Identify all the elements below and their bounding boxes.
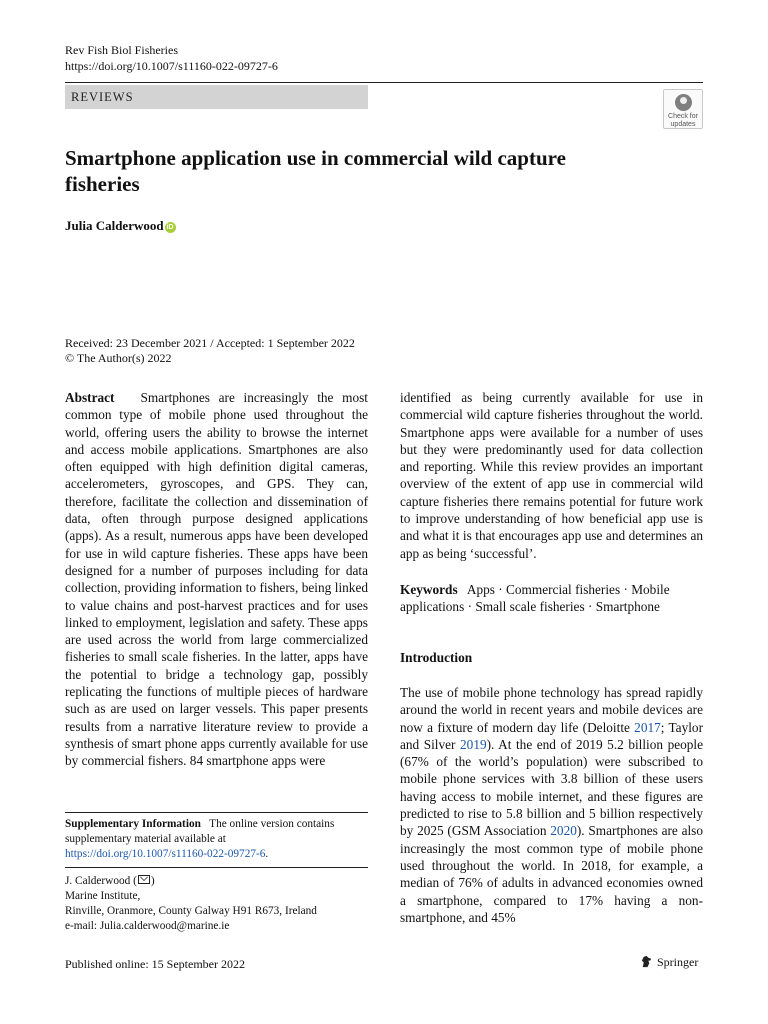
check-updates-icon [675,94,692,111]
doi-text[interactable]: https://doi.org/10.1007/s11160-022-09727-6 [65,59,278,73]
footnote-rule [65,812,368,813]
title-line-2: fisheries [65,172,140,196]
contact-name-text: J. Calderwood ( [65,875,137,887]
article-dates [65,336,355,366]
abstract [65,389,368,770]
contact-address: Rinville, Oranmore, County Galway H91 R673, Ireland [65,905,317,917]
supplementary-text: The online version contains supplementary material available at [65,818,335,845]
citation-link[interactable]: 2020 [550,823,577,839]
contact-institute: Marine Institute, [65,890,141,902]
keywords-text: Apps · Commercial fisheries · Mobile applications · Small scale fisheries · Smartphone [400,582,670,615]
section-band: REVIEWS [65,85,368,109]
journal-header [65,42,278,74]
check-updates-line1: Check for [668,113,698,120]
title-line-1: Smartphone application use in commercial wild capture [65,146,566,170]
intro-text-4: ). Smartphones are also increasingly the most common type of mobile phone used throughout the world. In 2018, for example, a median of 76% of adults in advanced economies owned a smartphone, compared to 17% having a non-smartphone, and 45% [400,823,703,925]
contact-name [65,874,368,889]
introduction-heading: Introduction [400,650,473,665]
supplementary-info [65,817,368,862]
intro-text-2: ; Taylor and Silver [400,719,703,752]
springer-horse-icon [640,955,653,968]
author-name: Julia Calderwood [65,218,164,233]
article-title [65,145,665,197]
abstract-label: Abstract [65,390,115,405]
orcid-icon[interactable]: iD [166,224,174,231]
contact-email[interactable]: e-mail: Julia.calderwood@marine.ie [65,920,230,932]
header-rule [65,82,703,83]
copyright: © The Author(s) 2022 [65,351,172,365]
contact-name-close: ) [150,875,155,887]
check-for-updates-badge[interactable] [663,89,703,129]
envelope-icon [138,875,150,884]
citation-link[interactable]: 2017 [634,719,661,735]
published-date: Published online: 15 September 2022 [65,957,245,971]
keywords-label: Keywords [400,582,458,597]
contact-rule [65,867,368,868]
check-updates-line2: updates [670,121,696,128]
abstract-continued: identified as being currently available for use in commercial wild capture fisheries throughout the world. Smartphone apps were available for a number of uses but they were predominantly used for data collection and reporting. While this review provides an important overview of the extent of app use in commercial wild capture fisheries there remains potential for future work to improve understanding of how beneficial app use is and what it is that encourages app use and determines an app as being ‘successful’. [400,390,703,561]
intro-text-3: ). At the end of 2019 5.2 billion people (67% of the world’s population) were subscribed to mobile phone services with 3.8 billion of these users having access to mobile internet, and these figures are predicted to rise to 5.8 billion and 5 billion respectively by 2025 (GSM Association [400,736,704,839]
supplementary-label: Supplementary Information [65,818,201,830]
received-accepted: Received: 23 December 2021 / Accepted: 1 September 2022 [65,336,355,350]
abstract-text: Smartphones are increasingly the most common type of mobile phone used throughout the world, offering users the ability to browse the internet and access mobile applications. Smartphones are also often equipped with high definition digital cameras, accelerometers, gyroscopes, and GPS. They can, therefore, facilitate the collection and dissemination of data, often through purpose designed applications (apps). As a result, numerous apps have been developed for use in wild capture fisheries. These apps have been designed for a number of purposes including for data collection, providing information to fishers, being linked to value chains and post-harvest practices and for uses linked to employment, legislation and safety. These apps are used across the world from large commercialized fisheries to small scale fisheries. In the latter, apps have the potential to bridge a technology gap, possibly replicating the functions of multiple pieces of hardware such as are used on larger vessels. This paper presents results from a narrative literature review to provide a synthesis of smart phone apps currently available for use by commercial fishers. 84 smartphone apps were [65,390,368,769]
author-contact [65,874,368,934]
supplementary-end: . [265,848,269,860]
journal-name: Rev Fish Biol Fisheries [65,43,179,57]
author-line [65,218,176,234]
publisher-name: Springer [657,955,699,969]
publisher-logo [640,955,698,970]
supplementary-link[interactable]: https://doi.org/10.1007/s11160-022-09727-6 [65,848,266,860]
introduction-body [400,684,703,926]
keywords [400,581,703,616]
citation-link[interactable]: 2019 [460,736,487,752]
intro-text-1: The use of mobile phone technology has spread rapidly around the world in recent years and mobile devices are now a fixture of modern day life (Deloitte [400,685,703,735]
